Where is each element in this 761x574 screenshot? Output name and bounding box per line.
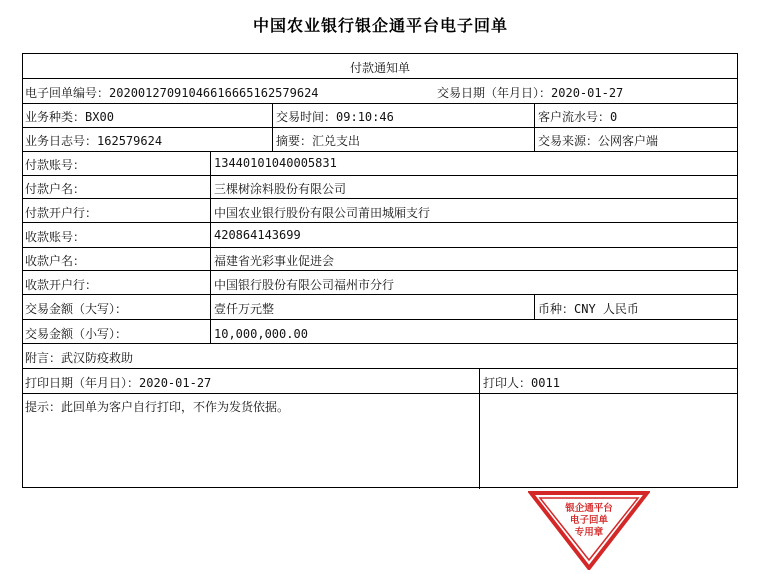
amount-lower-label: 交易金额（小写）： bbox=[25, 327, 128, 341]
payer-bank-label: 付款开户行： bbox=[25, 206, 98, 220]
print-date bbox=[25, 374, 211, 391]
document-title: 中国农业银行银企通平台电子回单 bbox=[252, 16, 508, 35]
receipt-number bbox=[25, 84, 319, 101]
printer-label: 打印人： bbox=[483, 376, 532, 390]
divider bbox=[23, 294, 737, 295]
tip bbox=[25, 398, 289, 415]
trade-date-label: 交易日期（年月日）： bbox=[437, 86, 552, 100]
notice-title: 付款通知单 bbox=[349, 61, 410, 75]
trade-time bbox=[276, 108, 394, 125]
divider bbox=[23, 368, 737, 369]
divider bbox=[23, 247, 737, 248]
payer-account-label: 付款账号： bbox=[25, 158, 86, 172]
business-log-number-label: 业务日志号： bbox=[25, 134, 98, 148]
electronic-receipt-seal bbox=[528, 490, 650, 570]
payee-bank-value: 中国银行股份有限公司福州市分行 bbox=[214, 278, 395, 292]
divider bbox=[23, 393, 737, 394]
trade-date bbox=[437, 84, 623, 101]
payee-bank-label: 收款开户行： bbox=[25, 278, 98, 292]
currency-value: CNY 人民币 bbox=[574, 302, 639, 316]
divider bbox=[23, 175, 737, 176]
summary bbox=[276, 132, 360, 149]
amount-upper-value: 壹仟万元整 bbox=[214, 302, 275, 316]
currency-label: 币种： bbox=[538, 302, 575, 316]
customer-serial-value: 0 bbox=[610, 110, 618, 124]
seal-text-line1: 银企通平台 bbox=[565, 503, 613, 514]
summary-label: 摘要： bbox=[276, 134, 313, 148]
amount-lower-value: 10,000,000.00 bbox=[214, 327, 308, 341]
tip-value: 此回单为客户自行打印，不作为发货依据。 bbox=[61, 400, 290, 414]
divider bbox=[23, 343, 737, 344]
divider bbox=[272, 103, 273, 151]
customer-serial bbox=[538, 108, 617, 125]
postscript-label: 附言： bbox=[25, 351, 62, 365]
receipt-number-value: 20200127091046616665162579624 bbox=[109, 86, 319, 100]
divider bbox=[23, 103, 737, 104]
divider bbox=[23, 78, 737, 79]
trade-source bbox=[538, 132, 658, 149]
divider bbox=[23, 319, 737, 320]
payer-bank-value: 中国农业银行股份有限公司莆田城厢支行 bbox=[214, 206, 431, 220]
summary-value: 汇兑支出 bbox=[312, 134, 361, 148]
postscript bbox=[25, 349, 133, 366]
printer-value: 0011 bbox=[531, 376, 560, 390]
divider bbox=[210, 151, 211, 343]
receipt-number-label: 电子回单编号： bbox=[25, 86, 110, 100]
tip-label: 提示： bbox=[25, 400, 62, 414]
customer-serial-label: 客户流水号： bbox=[538, 110, 611, 124]
postscript-value: 武汉防疫救助 bbox=[61, 351, 134, 365]
business-type bbox=[25, 108, 114, 125]
payer-name-value: 三棵树涂料股份有限公司 bbox=[214, 182, 347, 196]
divider bbox=[23, 151, 737, 152]
business-log-number bbox=[25, 132, 162, 149]
business-type-label: 业务种类： bbox=[25, 110, 86, 124]
divider bbox=[534, 294, 535, 319]
trade-time-label: 交易时间： bbox=[276, 110, 337, 124]
printer bbox=[483, 374, 560, 391]
trade-source-value: 公网客户端 bbox=[598, 134, 659, 148]
seal-text-line2: 电子回单 bbox=[569, 515, 609, 526]
payee-name-label: 收款户名： bbox=[25, 254, 86, 268]
divider bbox=[23, 198, 737, 199]
print-date-value: 2020-01-27 bbox=[139, 376, 212, 390]
trade-date-value: 2020-01-27 bbox=[551, 86, 624, 100]
currency bbox=[538, 300, 639, 317]
payee-account-label: 收款账号： bbox=[25, 230, 86, 244]
print-date-label: 打印日期（年月日）： bbox=[25, 376, 140, 390]
divider bbox=[23, 270, 737, 271]
divider bbox=[479, 368, 480, 489]
payee-account-value: 420864143699 bbox=[214, 228, 301, 242]
payer-account-value: 13440101040005831 bbox=[214, 156, 337, 170]
trade-time-value: 09:10:46 bbox=[336, 110, 394, 124]
payer-name-label: 付款户名： bbox=[25, 182, 86, 196]
receipt-frame bbox=[22, 53, 738, 488]
payee-name-value: 福建省光彩事业促进会 bbox=[214, 254, 335, 268]
divider bbox=[23, 222, 737, 223]
trade-source-label: 交易来源： bbox=[538, 134, 599, 148]
business-type-value: BX00 bbox=[85, 110, 114, 124]
seal-text-line3: 专用章 bbox=[574, 527, 604, 538]
business-log-number-value: 162579624 bbox=[97, 134, 163, 148]
amount-upper-label: 交易金额（大写）： bbox=[25, 302, 128, 316]
divider bbox=[534, 103, 535, 151]
divider bbox=[23, 127, 737, 128]
